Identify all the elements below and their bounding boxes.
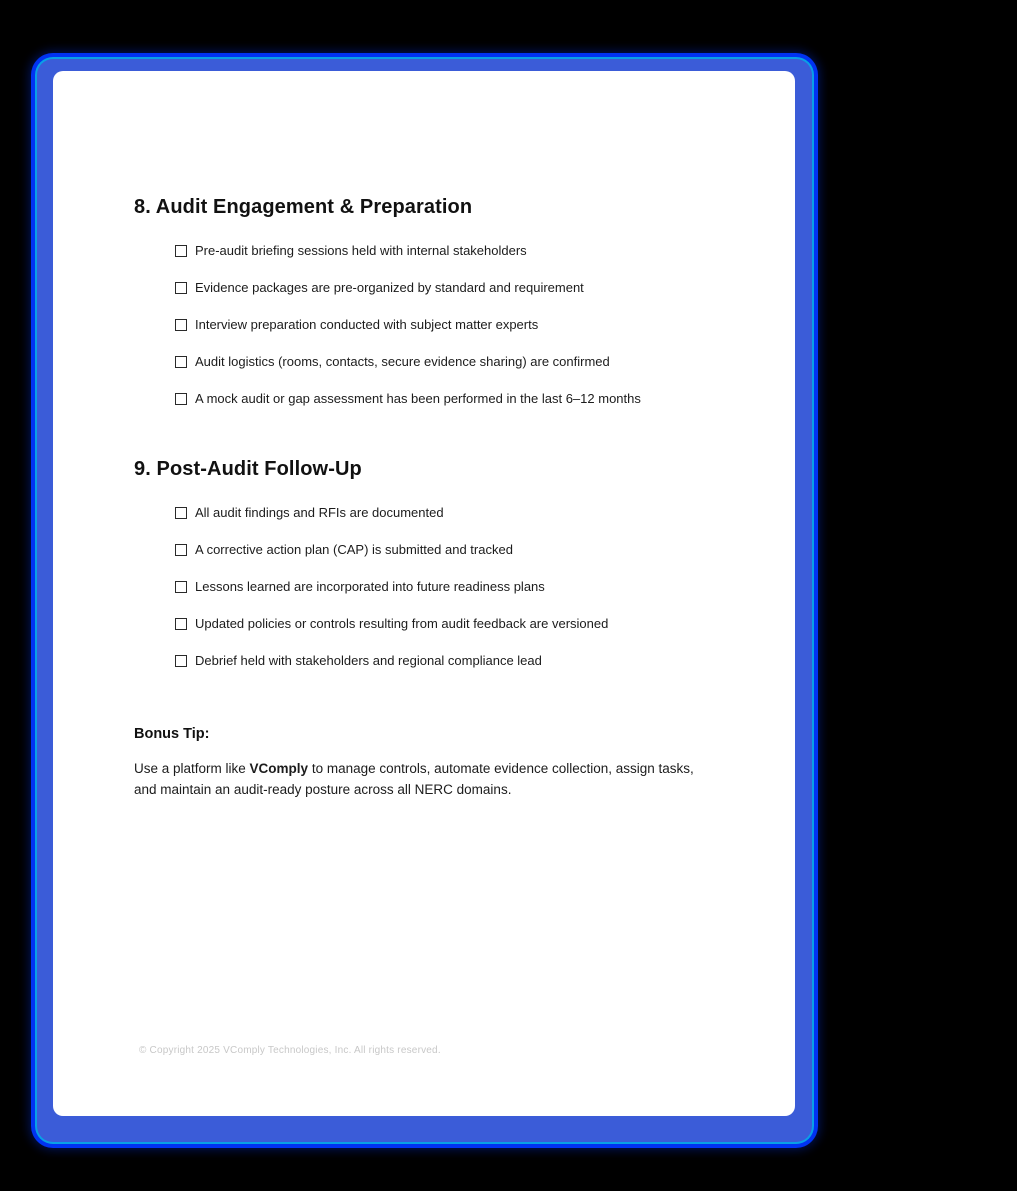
brand-name: VComply (249, 761, 309, 776)
checklist-item (175, 317, 739, 333)
checklist-audit-engagement (175, 243, 739, 407)
checklist-item-label: A mock audit or gap assessment has been performed in the last 6–12 months (195, 391, 641, 406)
checklist-item-label: Audit logistics (rooms, contacts, secure evidence sharing) are confirmed (195, 354, 610, 369)
document-page (53, 71, 795, 1116)
checkbox-icon (175, 393, 187, 405)
section-heading-audit-engagement: 8. Audit Engagement & Preparation (134, 196, 473, 218)
checklist-item (175, 243, 739, 259)
checklist-item-label: All audit findings and RFIs are documented (195, 505, 444, 520)
checklist-item-label: Debrief held with stakeholders and regional compliance lead (195, 653, 542, 668)
checklist-item-label: A corrective action plan (CAP) is submitted and tracked (195, 542, 513, 557)
checklist-item-label: Evidence packages are pre-organized by standard and requirement (195, 280, 584, 295)
copyright-footer: © Copyright 2025 VComply Technologies, Inc. All rights reserved. (139, 1045, 441, 1056)
checkbox-icon (175, 245, 187, 257)
checklist-item (175, 616, 739, 632)
checklist-item-label: Pre-audit briefing sessions held with internal stakeholders (195, 243, 527, 258)
checklist-item (175, 280, 739, 296)
checklist-post-audit (175, 505, 739, 669)
checklist-item (175, 653, 739, 669)
checkbox-icon (175, 618, 187, 630)
checklist-item (175, 542, 739, 558)
checkbox-icon (175, 282, 187, 294)
bonus-text-suffix: to manage controls, automate evidence collection, assign tasks, and maintain an audit-ready posture across all NERC domains. (134, 761, 694, 797)
checkbox-icon (175, 356, 187, 368)
bonus-tip-paragraph (134, 758, 714, 800)
section-heading-post-audit: 9. Post-Audit Follow-Up (134, 458, 362, 480)
document-frame (37, 59, 812, 1142)
checkbox-icon (175, 581, 187, 593)
checklist-item-label: Lessons learned are incorporated into future readiness plans (195, 579, 545, 594)
checkbox-icon (175, 655, 187, 667)
checkbox-icon (175, 544, 187, 556)
checklist-item (175, 391, 739, 407)
checklist-item (175, 505, 739, 521)
checklist-item-label: Updated policies or controls resulting from audit feedback are versioned (195, 616, 609, 631)
bonus-tip-heading: Bonus Tip: (134, 726, 210, 742)
bonus-text-prefix: Use a platform like (134, 761, 250, 776)
checklist-item-label: Interview preparation conducted with subject matter experts (195, 317, 539, 332)
checkbox-icon (175, 507, 187, 519)
checklist-item (175, 354, 739, 370)
checkbox-icon (175, 319, 187, 331)
checklist-item (175, 579, 739, 595)
